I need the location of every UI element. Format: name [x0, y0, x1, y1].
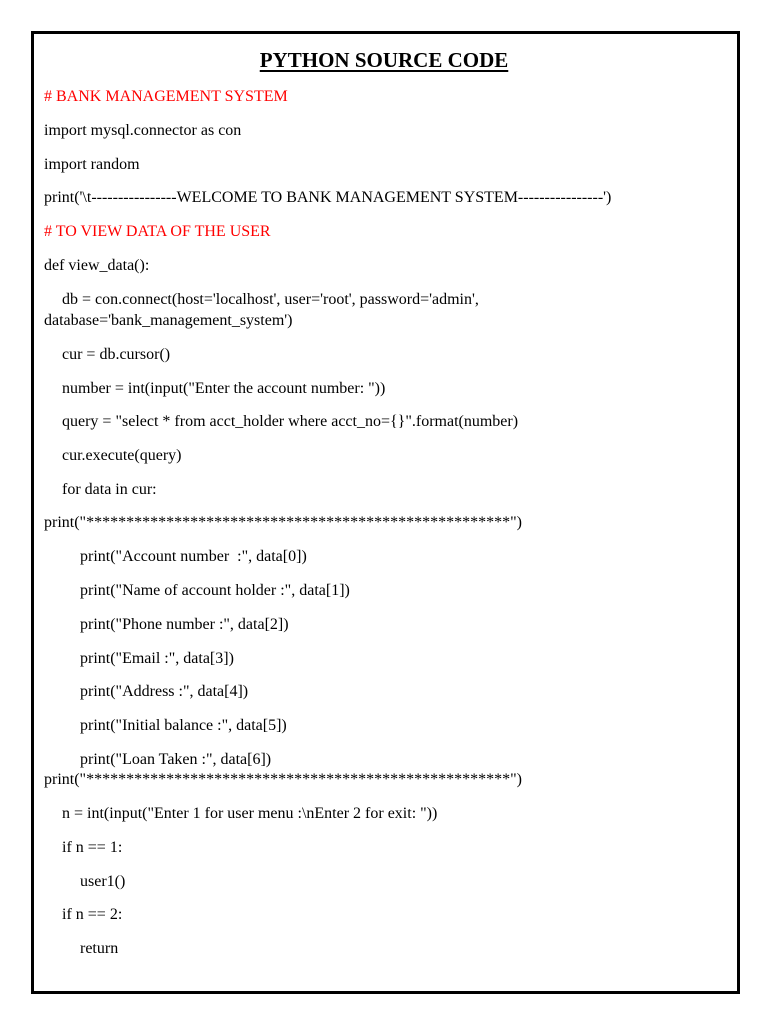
page-title: PYTHON SOURCE CODE: [259, 48, 509, 72]
code-line: print('\t----------------WELCOME TO BANK MANAGEMENT SYSTEM----------------'): [44, 189, 612, 206]
code-comment-line: # TO VIEW DATA OF THE USER: [44, 223, 271, 240]
code-line: import random: [44, 156, 140, 173]
code-line: for data in cur:: [62, 481, 157, 498]
code-line: print("Phone number :", data[2]): [80, 616, 289, 633]
code-line: if n == 2:: [62, 906, 123, 923]
code-line: import mysql.connector as con: [44, 122, 242, 139]
code-line: print("Email :", data[3]): [80, 650, 234, 667]
code-line: print("Account number :", data[0]): [80, 548, 307, 565]
code-line: cur.execute(query): [62, 447, 182, 464]
code-line: print("Loan Taken :", data[6]): [80, 751, 272, 768]
code-line: print("Address :", data[4]): [80, 683, 249, 700]
code-line: cur = db.cursor(): [62, 346, 171, 363]
code-line: user1(): [80, 873, 126, 890]
code-line: print("*****************************************************"): [44, 771, 522, 788]
code-line: query = "select * from acct_holder where acct_no={}".format(number): [62, 413, 519, 430]
code-line: if n == 1:: [62, 839, 123, 856]
code-line: number = int(input("Enter the account number: ")): [62, 380, 386, 397]
code-line: db = con.connect(host='localhost', user='root', password='admin',: [62, 291, 479, 308]
code-line: print("Name of account holder :", data[1]): [80, 582, 350, 599]
code-line: database='bank_management_system'): [44, 312, 293, 329]
code-line: def view_data():: [44, 257, 150, 274]
code-line: print("Initial balance :", data[5]): [80, 717, 287, 734]
code-line: return: [80, 940, 119, 957]
code-line: print("*****************************************************"): [44, 514, 522, 531]
code-comment-line: # BANK MANAGEMENT SYSTEM: [44, 88, 288, 105]
code-line: n = int(input("Enter 1 for user menu :\nEnter 2 for exit: ")): [62, 805, 438, 822]
